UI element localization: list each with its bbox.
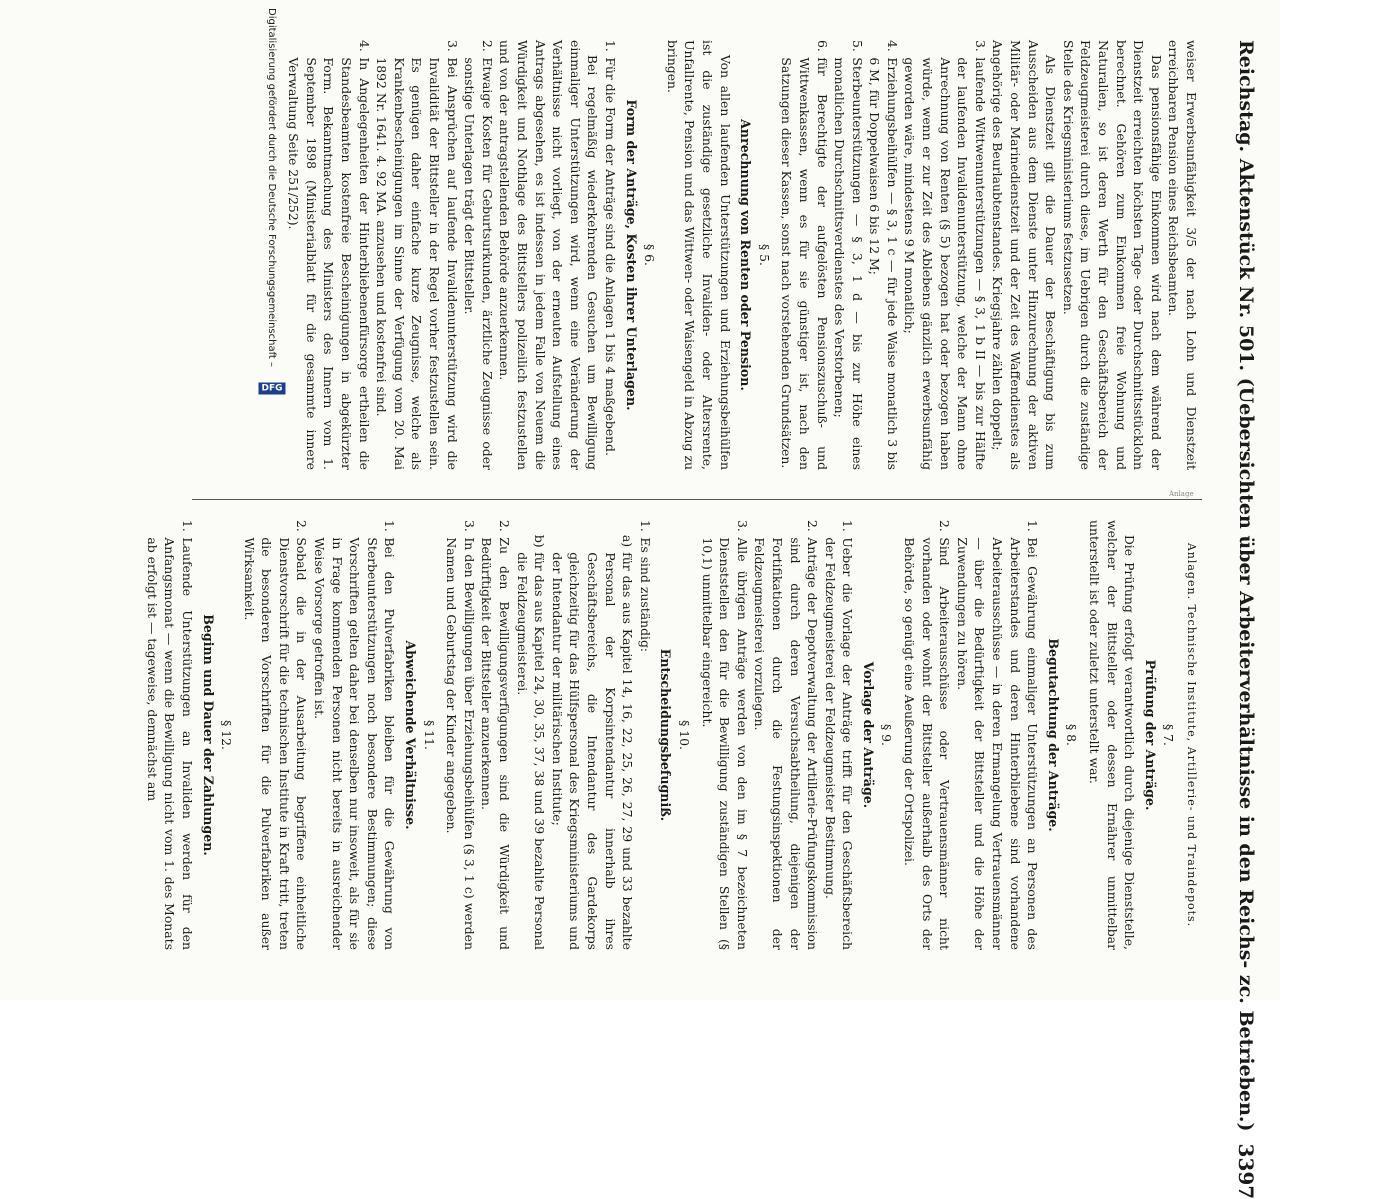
list-item: 2. Anträge der Depotverwaltung der Artillerie-Prüfungskommission sind durch deren Versuchsabtheilung, diejenigen der Fortifikationen durch die Festungsinspektionen der Feldzeugmeisterei vorzulegen. <box>752 520 821 950</box>
list-item: 2. Sobald die in der Ausarbeitung begriffene einheitliche Dienstvorschrift für die technischen Institute in Kraft tritt, treten die besonderen Vorschriften für die Pulverfabriken außer Wirksamkeit. <box>241 520 310 950</box>
section-title: Begutachtung der Anträge. <box>1045 638 1061 832</box>
section-title: Prüfung der Anträge. <box>1142 659 1158 811</box>
section-title: Abweichende Verhältnisse. <box>403 640 419 830</box>
list-item: 1. Ueber die Vorlage der Anträge trifft für den Geschäftsbereich der Feldzeugmeisterei der Feldzeugmeister Bestimmung. <box>822 520 856 950</box>
paragraph: Die Prüfung erfolgt verantwortlich durch diejenige Dienststelle, welcher der Bittsteller oder dessen Ernährer unmittelbar unterstellt ist oder zuletzt unterstellt war. <box>1087 520 1138 950</box>
section-number: § 9. <box>879 724 895 746</box>
list-item: 3. Alle übrigen Anträge werden von den im § 7 bezeichneten Dienststellen den für die Bewilligung zuständigen Stellen (§ 10,1) unmittelbar eingereicht. <box>699 520 750 950</box>
list-item: 3. Bei Ansprüchen auf laufende Invalidenunterstützung wird die Invalidität der Bittsteller in der Regel vorher festzustellen sein. Es genügen daher einfache kurze Zeugnisse, welche als Krankenbescheinigungen im Sinne der Verfügung vom 20. Mai 1892 Nr. 1641. 4. 92 MA. anzusehen und kostenfrei sind. <box>374 40 460 470</box>
archive-stamp: Anlage <box>1169 490 1194 498</box>
right-column <box>144 520 1200 950</box>
list-item: 1. Es sind zuständig: <box>637 520 653 653</box>
list-item: 1. Laufende Unterstützungen an Invaliden werden für den Anfangsmonat — wenn die Bewilligung nicht vom 1. des Monats ab erfolgt ist — tageweise, demnächst am <box>144 520 195 950</box>
paragraph: Von allen laufenden Unterstützungen und Erziehungsbeihülfen ist die zuständige gesetzliche Invaliden- oder Altersrente, Unfallrente, Pension und das Wittwen- oder Waisengeld in Abzug zu bringen. <box>664 40 733 470</box>
page-number: 3397 <box>1234 1143 1258 1199</box>
section-number: § 12. <box>219 720 235 750</box>
list-item: 1. Für die Form der Anträge sind die Anlagen 1 bis 4 maßgebend. <box>603 40 618 456</box>
list-item: 4. In Angelegenheiten der Hinterbliebenenfürsorge ertheilen die Standesbeamten kostenfreie Bescheinigungen in abgekürzter Form. Bekanntmachung des Ministers des Innern vom 1. September 1898 (Ministerialblatt für die gesammte innere Verwaltung Seite 251/252). <box>286 40 372 470</box>
paragraph: weiser Erwerbsunfähigkeit 3/5 der nach Lohn und Dienstzeit erreichbaren Pension eines Reichsbeamten. <box>1166 40 1199 470</box>
list-item: 1. Bei den Pulverfabriken bleiben für die Gewährung von Sterbeunterstützungen noch besondere Bestimmungen; diese Vorschriften gelten daher bei denselben nur insoweit, als für sie in Frage kommenden Personen nicht bereits in ausreichender Weise Vorsorge getroffen ist. <box>312 520 398 950</box>
list-item: 2. Zu den Bewilligungsverfügungen sind die Würdigkeit und Bedürftigkeit der Bittsteller anzuerkennen. <box>479 520 513 950</box>
section-title: Form der Anträge, Kosten ihrer Unterlagen. <box>623 99 639 411</box>
section-number: § 11. <box>421 720 437 750</box>
section-number: § 8. <box>1064 724 1080 746</box>
section-number: § 7. <box>1161 724 1177 746</box>
list-item: a) für das aus Kapitel 14, 16, 22, 25, 26, 27, 29 und 33 bezahlte Personal der Korpsintendantur innerhalb ihres Geschäftsbereichs, die Intendantur des Gardekorps gleichzeitig für das Hülfspersonal des Kriegsministeriums und der Intendantur der militärischen Institute; <box>549 534 636 950</box>
list-item: 5. Sterbeunterstützungen — § 3, 1 d — bis zur Höhe eines monatlichen Durchschnittsverdienstes des Verstorbenen; <box>832 40 865 470</box>
list-item: b) für das aus Kapitel 24, 30, 35, 37, 38 und 39 bezahlte Personal die Feldzeugmeisterei. <box>514 534 548 950</box>
page-header <box>1226 40 1266 1199</box>
dfg-logo: DFG <box>258 383 285 395</box>
list-item: 4. Erziehungsbeihülfen — § 3, 1 c — für jede Waise monatlich 3 bis 6 M, für Doppelwaisen 6 bis 12 M; <box>867 40 900 470</box>
list-item: 6. für Berechtigte der aufgelösten Pensionszuschuß- und Wittwenkassen, wenn es für sie günstiger ist, nach den Satzungen dieser Kassen, sonst nach vorstehenden Grundsätzen. <box>779 40 830 470</box>
footer-text: Digitalisierung gefördert durch die Deutsche Forschungsgemeinschaft – <box>266 8 278 368</box>
section-title: Beginn und Dauer der Zahlungen. <box>200 614 216 856</box>
digitization-footer <box>261 8 283 998</box>
paragraph: Als Dienstzeit gilt die Dauer der Beschäftigung bis zum Ausscheiden aus dem Dienste unter Hinzurechnung der aktiven Militär- oder Marinedienstzeit und der Zeit des Waffendienstes als Angehörige des Beurlaubtenstandes. Kriegsjahre zählen doppelt; <box>990 40 1059 470</box>
section-title: Anrechnung von Renten oder Pension. <box>738 119 754 391</box>
list-item: 3. In den Bewilligungen über Erziehungsbeihülfen (§ 3, 1 c) werden Namen und Geburtstag der Kinder angegeben. <box>444 520 477 950</box>
header-title: Reichstag. Aktenstück Nr. 501. (Uebersichten über Arbeiterverhältnisse in den Reichs- zc. Betrieben.) <box>1235 40 1257 1132</box>
left-column <box>200 40 1200 470</box>
section-number: § 10. <box>676 720 692 750</box>
section-number: § 5. <box>756 244 772 266</box>
list-item: 3. laufende Wittwenunterstützungen — § 3, 1 b II — bis zur Hälfte der laufenden Invalidenunterstützung, welche der Mann ohne Anrechnung von Renten (§ 5) bezogen hat oder bezogen haben würde, wenn er zur Zeit des Ablebens gänzlich erwerbsunfähig geworden wäre, mindestens 9 M monatlich; <box>902 40 988 470</box>
paragraph: Das pensionsfähige Einkommen wird nach dem während der Dienstzeit erreichten höchsten Tage- oder Durchschnittsstücklohn berechnet. Gehören zum Einkommen freie Wohnung und Naturalien, so ist deren Werth für den Geschäftsbereich der Feldzeugmeisterei durch diese, im Uebrigen durch die zuständige Stelle des Kriegsministeriums festzusetzen. <box>1060 40 1164 470</box>
section-number: § 6. <box>642 244 658 266</box>
list-item: 2. Sind Arbeiterausschüsse oder Vertrauensmänner nicht vorhanden oder wohnt der Bittsteller außerhalb des Orts der Behörde, so genügt eine Aeußerung der Ortspolizei. <box>902 520 953 950</box>
section-title: Vorlage der Anträge. <box>860 661 876 809</box>
annex-heading: Anlagen. Technische Institute, Artillerie- und Traindepots. <box>1185 542 1198 928</box>
list-item: 2. Etwaige Kosten für Geburtsurkunden, ärztliche Zeugnisse oder sonstige Unterlagen trägt der Bittsteller. <box>462 40 495 470</box>
column-divider <box>192 499 1202 500</box>
section-title: Entscheidungsbefugniß. <box>658 648 674 822</box>
list-item: 1. Bei Gewährung einmaliger Unterstützungen an Personen des Arbeiterstandes und deren Hinterbliebene sind vorhandene Arbeiterausschüsse — in deren Ermangelung Vertrauensmänner — über die Bedürftigkeit der Bittsteller und die Höhe der Zuwendungen zu hören. <box>954 520 1041 950</box>
paragraph: Bei regelmäßig wiederkehrenden Gesuchen um Bewilligung einmaliger Unterstützungen wird, wenn eine Veränderung der Verhältnisse nicht vorliegt, von der erneuten Aufstellung eines Antrags abgesehen, es ist indessen in jedem Falle von Neuem die Würdigkeit und Nothlage des Bittstellers polizeilich festzustellen und von der antragstellenden Behörde anzuerkennen. <box>497 40 601 470</box>
